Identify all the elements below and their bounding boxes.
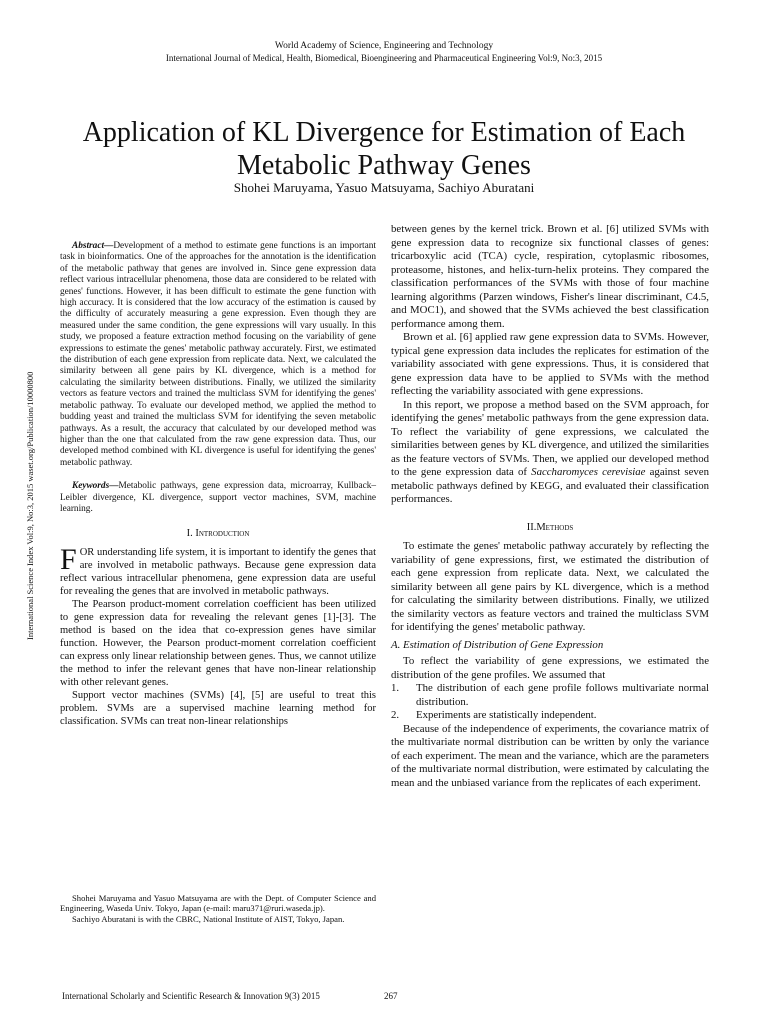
footer-text: International Scholarly and Scientific Research & Innovation 9(3) 2015 bbox=[62, 991, 320, 1001]
footnote-affiliation-2: Sachiyo Aburatani is with the CBRC, National Institute of AIST, Tokyo, Japan. bbox=[72, 913, 345, 924]
keywords-text: Metabolic pathways, gene expression data, microarray, Kullback–Leibler divergence, KL divergence, support vector machines, SVM, machine learning. bbox=[60, 481, 376, 514]
section-heading-introduction bbox=[60, 527, 376, 540]
abstract-label: Abstract bbox=[72, 241, 105, 251]
list-item-text: Experiments are statistically independent. bbox=[416, 709, 597, 721]
methods-paragraph-3: Because of the independence of experiments, the covariance matrix of the multivariate normal distribution can be written by only the variance of each experiment. The mean and the variance, which are the parameters of the multivariate normal distribution, were estimated by calculating the mean and the unbiased variance from the replicates of each experiment. bbox=[391, 722, 709, 789]
intro-paragraph-5-text-a: In this report, we propose a method based on the SVM approach, for identifying the genes' metabolic pathways from the gene expression data. To reflect the variability of gene expressions, we calculated the similarities between genes by KL divergence, and utilized the similarities as the feature vectors of SVMs. Then, we applied our developed method to the gene expression data of bbox=[391, 398, 709, 478]
list-item-number: 2. bbox=[391, 709, 400, 721]
section-heading-methods bbox=[391, 521, 709, 535]
intro-paragraph-1-text: OR understanding life system, it is important to identify the genes that are involved in metabolic pathways. Because gene expression data reflect various intracellular phenomena, gene expression data are useful for revealing the genes that are involved in metabolic pathways. bbox=[60, 547, 376, 598]
paper-title: Application of KL Divergence for Estimation of Each Metabolic Pathway Genes bbox=[82, 117, 686, 181]
footnotes bbox=[60, 893, 376, 924]
intro-paragraph-3-continued: between genes by the kernel trick. Brown et al. [6] utilized SVMs with gene expression data to recognize six functional classes of genes: tricarboxylic acid (TCA) cycle, respiration, cytoplasmic ribosomes, proteasome, histones, and helix-turn-helix proteins. They compared the classification performances of the SVMs with those of four machine learning algorithms (Parzen windows, Fisher's linear discriminant, C4.5, and MOC1), and showed that the SVMs achieved the best classification performance among them. bbox=[391, 223, 709, 330]
intro-paragraph-2: The Pearson product-moment correlation coefficient has been utilized to gene expression data for revealing the relevant genes [1]-[3]. The method is based on the idea that co-expression genes have similar function. However, the Pearson product-moment correlation coefficient can express only linear relationship between genes. Thus, we cannot utilize the method to infer the relevant genes that have non-linear relationship with other relevant genes. bbox=[60, 599, 376, 689]
publisher-header: World Academy of Science, Engineering and Technology bbox=[274, 41, 494, 51]
list-item bbox=[391, 709, 709, 723]
intro-paragraph-5-text-b: against seven metabolic pathways defined by KEGG, and evaluated their classification performances. bbox=[391, 466, 709, 505]
right-column bbox=[391, 223, 709, 790]
list-item-text: The distribution of each gene profile follows multivariate normal distribution. bbox=[416, 682, 709, 708]
keywords bbox=[60, 481, 376, 515]
section-number: I. bbox=[186, 528, 193, 540]
section-title: Introduction bbox=[195, 528, 250, 540]
species-name: Saccharomyces cerevisiae bbox=[531, 466, 646, 478]
drop-cap: F bbox=[60, 543, 77, 577]
abstract-dash: — bbox=[104, 241, 114, 251]
methods-paragraph-2: To reflect the variability of gene expressions, we estimated the distribution of the gene profiles. We assumed that bbox=[391, 655, 709, 681]
methods-paragraph-1: To estimate the genes' metabolic pathway accurately by reflecting the variability of gene expressions, first, we estimated the distribution of each gene expression from replicate data. Next, we calculated the similarity between all gene pairs by KL divergence, which is a method for calculating the similarity between distributions. Finally, we utilized the similarity vectors as feature vectors and trained the multiclass SVM for identifying the genes' metabolic pathway. bbox=[391, 540, 709, 633]
list-item bbox=[391, 682, 709, 709]
left-column bbox=[60, 241, 376, 728]
assumption-list bbox=[391, 682, 709, 723]
footnote-affiliation-1: Shohei Maruyama and Yasuo Matsuyama are with the Dept. of Computer Science and Engineering, Waseda Univ. Tokyo, Japan (e-mail: maru371@ruri.waseda.jp). bbox=[60, 893, 376, 914]
intro-paragraph-3: Support vector machines (SVMs) [4], [5] are useful to treat this problem. SVMs are a supervised machine learning method for classification. SVMs can treat non-linear relationships bbox=[60, 690, 376, 728]
intro-paragraph-4: Brown et al. [6] applied raw gene expression data to SVMs. However, typical gene expression data includes the replicates for estimation of the variability associated with gene expressions. Thus, it is considered that gene expression data have to be applied to SVMs with the method reflecting the variability associated with gene expressions. bbox=[391, 331, 709, 397]
intro-paragraph-5 bbox=[391, 399, 709, 507]
sidebar-index-text: International Science Index Vol:9, No:3, 2015 waset.org/Publication/10000800 bbox=[25, 371, 35, 640]
page-number: 267 bbox=[384, 991, 398, 1001]
section-title: Methods bbox=[536, 521, 574, 533]
list-item-number: 1. bbox=[391, 682, 400, 694]
author-list: Shohei Maruyama, Yasuo Matsuyama, Sachiyo Aburatani bbox=[233, 180, 535, 195]
journal-header: International Journal of Medical, Health, Biomedical, Bioengineering and Pharmaceutical Engineering Vol:9, No:3, 2015 bbox=[165, 53, 603, 63]
section-number: II. bbox=[526, 521, 537, 533]
intro-paragraph-1 bbox=[60, 543, 376, 598]
subsection-heading: A. Estimation of Distribution of Gene Expression bbox=[391, 638, 604, 651]
abstract bbox=[60, 241, 376, 469]
keywords-label: Keywords bbox=[72, 481, 110, 492]
abstract-text: Development of a method to estimate gene functions is an important task in bioinformatics. One of the approaches for the annotation is the identification of the metabolic pathway that genes are involved in. Since gene expression data reflect various intracellular phenomena, those data are considered to be related with genes' functions. However, it has been difficult to estimate the gene function with high accuracy. It is considered that the low accuracy of the estimation is caused by the difficulty of accurately measuring a gene expression. Even though they are measured under the same condition, the gene expressions will vary usually. In this study, we proposed a feature extraction method focusing on the variability of gene expressions to estimate the genes' metabolic pathway accurately. First, we estimated the distribution of each gene expression from replicate data. Next, we calculated the similarity between all gene pairs by KL divergence, which is a method for calculating the similarity between distributions. Finally, we utilized the similarity vectors as feature vectors and trained the multiclass SVM for identifying the genes' metabolic pathway. To evaluate our developed method, we applied the method to budding yeast and trained the multiclass SVM for identifying the seven metabolic pathways. As a result, the accuracy that calculated by our developed method was higher than the one that calculated from the raw gene expression data. Thus, our developed method combined with KL divergence is useful for identifying the genes' metabolic pathway. bbox=[60, 241, 376, 468]
keywords-dash: — bbox=[109, 481, 119, 492]
